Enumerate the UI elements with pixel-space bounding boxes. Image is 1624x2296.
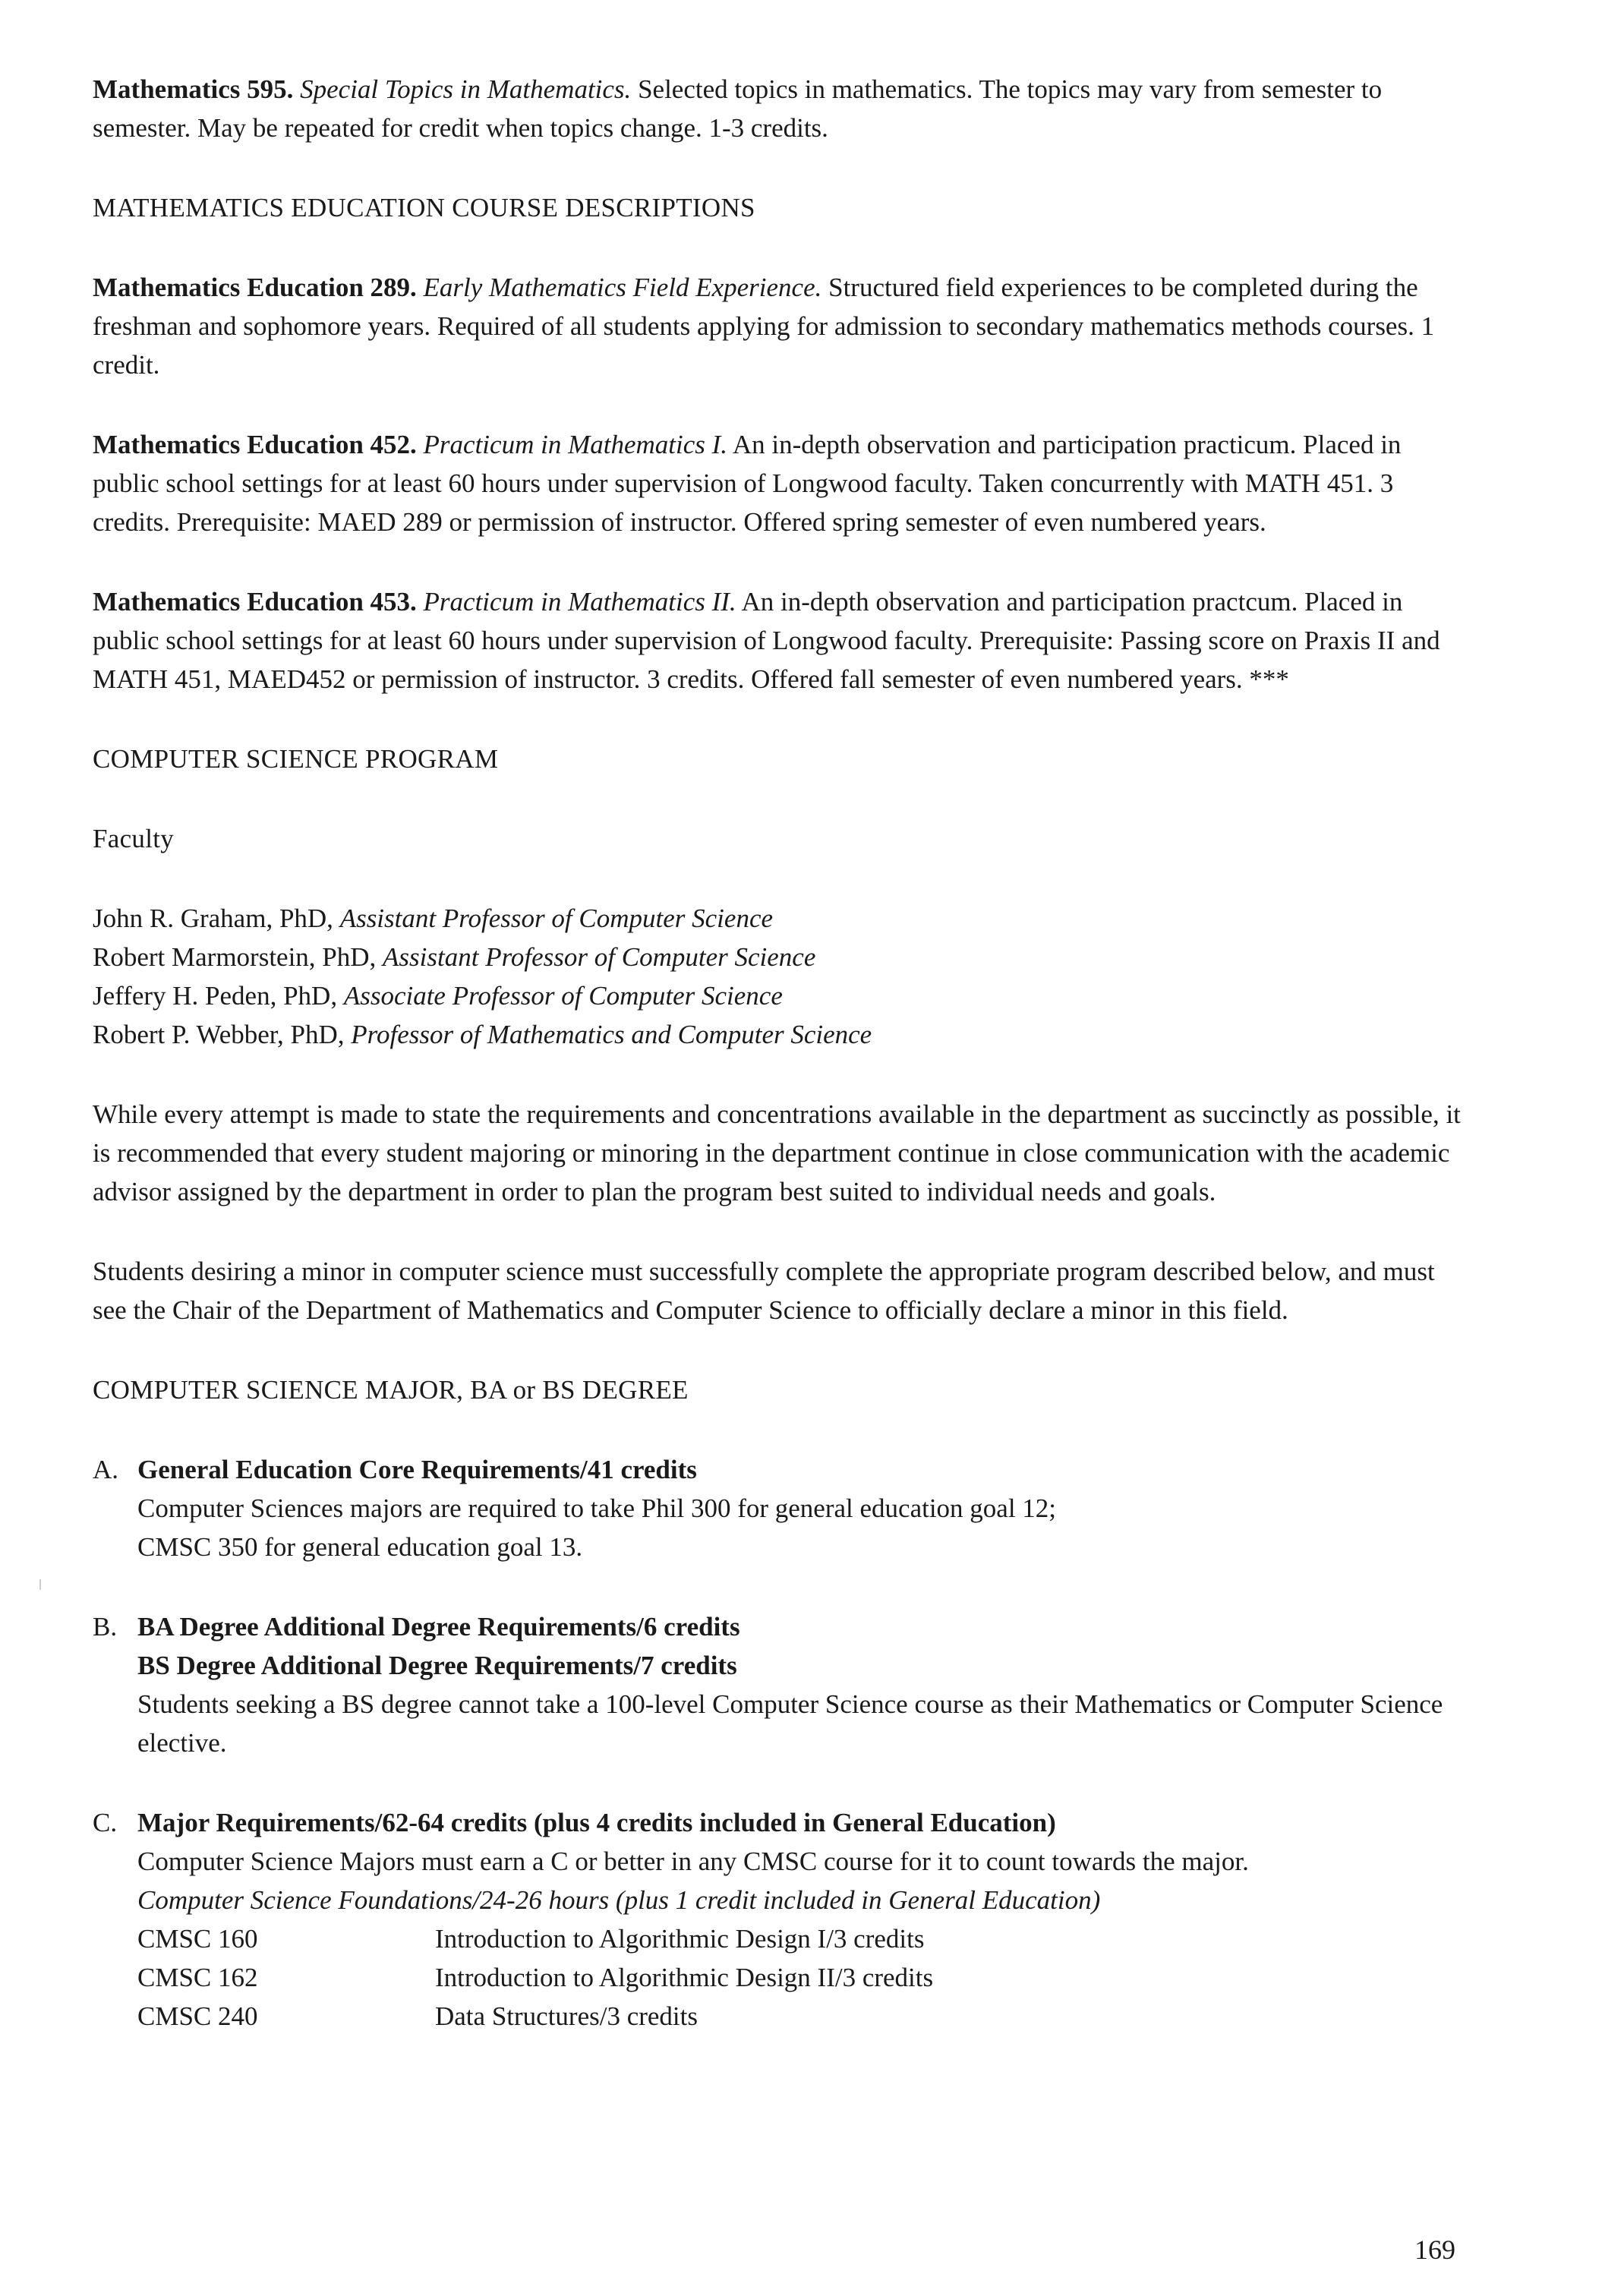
course-title: Early Mathematics Field Experience. [423, 273, 822, 302]
page-number: 169 [1414, 2234, 1455, 2265]
faculty-member [93, 899, 1471, 938]
requirement-c [93, 1803, 1471, 2036]
course-math-595 [93, 70, 1471, 147]
course-title: Special Topics in Mathematics. [300, 74, 632, 104]
requirement-title: BS Degree Additional Degree Requirements/7 credits [137, 1651, 737, 1680]
course-description: An in-depth observation and participation practicum. Placed in public school settings for at least 60 hours under supervision of Longwood faculty. Taken concurrently with MATH 451. 3 credits. Prerequisite: MAED 289 or permission of instructor. Offered spring semester of even numbered years. [93, 430, 1402, 537]
course-description: An in-depth observation and participation practcum. Placed in public school settings for at least 60 hours under supervision of Longwood faculty. Prerequisite: Passing score on Praxis II and MATH 451, MAED452 or permission of instructor. 3 credits. Offered fall semester of even numbered years. *** [93, 587, 1440, 694]
section-heading-cs-major: COMPUTER SCIENCE MAJOR, BA or BS DEGREE [93, 1375, 689, 1405]
requirement-subheading: Computer Science Foundations/24-26 hours (plus 1 credit included in General Education) [137, 1885, 1101, 1915]
course-title: Practicum in Mathematics II. [423, 587, 736, 617]
course-number: Mathematics Education 289. [93, 273, 417, 302]
requirement-line: Computer Science Majors must earn a C or better in any CMSC course for it to count towards the major. [137, 1847, 1249, 1876]
faculty-member [93, 1015, 1471, 1054]
course-row [137, 1919, 1471, 1958]
requirement-letter: A. [93, 1455, 119, 1484]
requirement-title: Major Requirements/62-64 credits (plus 4 credits included in General Education) [137, 1808, 1056, 1837]
section-heading-math-education: MATHEMATICS EDUCATION COURSE DESCRIPTIONS [93, 193, 755, 222]
minor-paragraph: Students desiring a minor in computer science must successfully complete the appropriate program described below, and must see the Chair of the Department of Mathematics and Computer Science to officially declare a minor in this field. [93, 1257, 1435, 1325]
course-row [137, 1958, 1471, 1997]
intro-paragraph: While every attempt is made to state the requirements and concentrations available in the department as succinctly as possible, it is recommended that every student majoring or minoring in the department continue in close communication with the academic advisor assigned by the department in order to plan the program best suited to individual needs and goals. [93, 1099, 1461, 1206]
requirement-body [137, 1450, 1471, 1566]
course-name: Introduction to Algorithmic Design II/3 credits [435, 1963, 934, 1992]
section-heading-computer-science: COMPUTER SCIENCE PROGRAM [93, 744, 499, 774]
course-maed-453 [93, 582, 1471, 699]
course-name: Introduction to Algorithmic Design I/3 credits [435, 1924, 925, 1954]
faculty-name: John R. Graham, PhD, [93, 904, 340, 933]
margin-mark [39, 1579, 41, 1590]
faculty-name: Robert Marmorstein, PhD, [93, 942, 383, 972]
requirement-body [137, 1607, 1471, 1762]
requirement-description: Students seeking a BS degree cannot take a 100-level Computer Science course as their Mathematics or Computer Science elective. [137, 1689, 1443, 1758]
faculty-name: Robert P. Webber, PhD, [93, 1020, 352, 1049]
faculty-title: Professor of Mathematics and Computer Science [351, 1020, 872, 1049]
faculty-list [93, 899, 1471, 1054]
requirement-line: Computer Sciences majors are required to take Phil 300 for general education goal 12; [137, 1493, 1057, 1523]
course-maed-452 [93, 425, 1471, 541]
faculty-name: Jeffery H. Peden, PhD, [93, 981, 344, 1011]
faculty-member [93, 938, 1471, 976]
course-code: CMSC 162 [137, 1963, 258, 1992]
course-description: Selected topics in mathematics. The topics may vary from semester to semester. May be repeated for credit when topics change. 1-3 credits. [93, 74, 1383, 143]
requirement-body [137, 1803, 1471, 2036]
course-description: Structured field experiences to be completed during the freshman and sophomore years. Required of all students applying for admission to secondary mathematics methods courses. 1 credit. [93, 273, 1435, 380]
course-number: Mathematics Education 453. [93, 587, 417, 617]
course-number: Mathematics 595. [93, 74, 294, 104]
course-code: CMSC 240 [137, 2001, 258, 2031]
course-code: CMSC 160 [137, 1924, 258, 1954]
requirement-letter: C. [93, 1808, 118, 1837]
course-row [137, 1997, 1471, 2036]
faculty-heading: Faculty [93, 824, 175, 853]
requirement-b [93, 1607, 1471, 1762]
course-maed-289 [93, 268, 1471, 384]
faculty-member [93, 976, 1471, 1015]
requirement-a [93, 1450, 1471, 1566]
faculty-title: Assistant Professor of Computer Science [383, 942, 816, 972]
faculty-title: Associate Professor of Computer Science [343, 981, 783, 1011]
catalog-page [93, 70, 1471, 2077]
faculty-title: Assistant Professor of Computer Science [339, 904, 774, 933]
course-name: Data Structures/3 credits [435, 2001, 698, 2031]
course-title: Practicum in Mathematics I. [423, 430, 728, 459]
requirement-letter: B. [93, 1612, 118, 1642]
requirement-line: CMSC 350 for general education goal 13. [137, 1532, 583, 1562]
requirement-title: BA Degree Additional Degree Requirements/6 credits [137, 1612, 740, 1642]
course-number: Mathematics Education 452. [93, 430, 417, 459]
requirements-list [93, 1450, 1471, 2036]
requirement-title: General Education Core Requirements/41 credits [137, 1455, 697, 1484]
